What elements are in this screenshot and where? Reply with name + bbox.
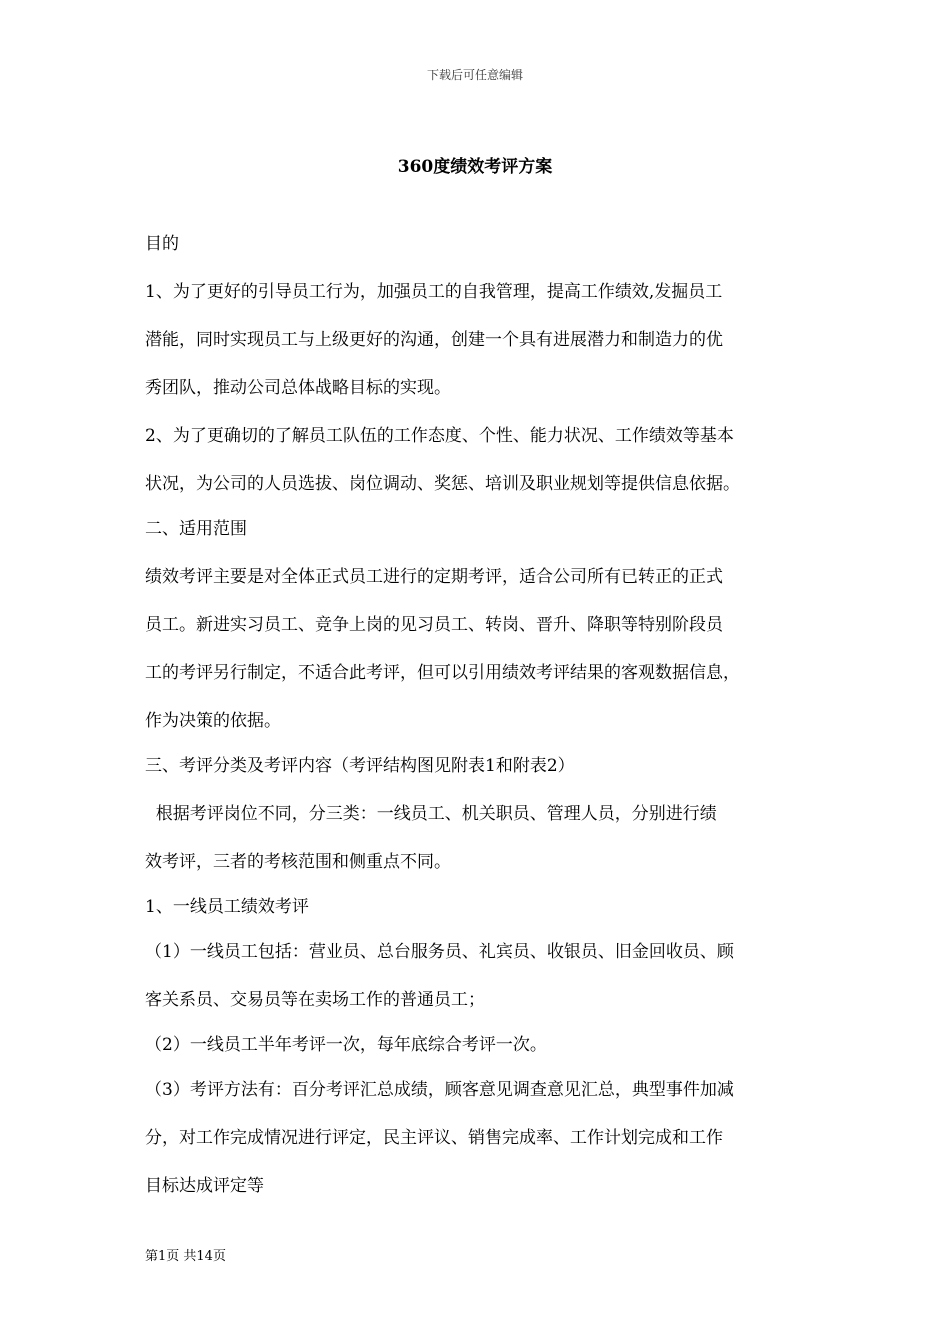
paragraph-line: 分，对工作完成情况进行评定，民主评议、销售完成率、工作计划完成和工作	[145, 1128, 723, 1148]
document-body	[145, 226, 825, 1216]
page-number: 第1页 共14页	[145, 1249, 226, 1264]
section-heading-scope: 二、适用范围	[145, 519, 247, 539]
paragraph-line: 秀团队，推动公司总体战略目标的实现。	[145, 378, 451, 398]
paragraph-line: 目标达成评定等	[145, 1176, 264, 1196]
paragraph-line: （1）一线员工包括：营业员、总台服务员、礼宾员、收银员、旧金回收员、顾	[145, 942, 734, 962]
paragraph-line: 效考评，三者的考核范围和侧重点不同。	[145, 852, 451, 872]
paragraph-line: 工的考评另行制定，不适合此考评，但可以引用绩效考评结果的客观数据信息，	[145, 663, 740, 683]
paragraph-line: （3）考评方法有：百分考评汇总成绩，顾客意见调查意见汇总，典型事件加减	[145, 1080, 734, 1100]
paragraph-line: 2、为了更确切的了解员工队伍的工作态度、个性、能力状况、工作绩效等基本	[145, 426, 734, 446]
paragraph-line: 客关系员、交易员等在卖场工作的普通员工；	[145, 990, 485, 1010]
paragraph-line: 状况，为公司的人员选拔、岗位调动、奖惩、培训及职业规划等提供信息依据。	[145, 474, 740, 494]
paragraph-line: 绩效考评主要是对全体正式员工进行的定期考评，适合公司所有已转正的正式	[145, 567, 723, 587]
paragraph-line: 潜能，同时实现员工与上级更好的沟通，创建一个具有进展潜力和制造力的优	[145, 330, 723, 350]
paragraph-line: 根据考评岗位不同，分三类：一线员工、机关职员、管理人员，分别进行绩	[145, 804, 717, 824]
paragraph-line: 1、为了更好的引导员工行为，加强员工的自我管理，提高工作绩效,发掘员工	[145, 282, 723, 302]
document-title: 360度绩效考评方案	[397, 157, 553, 177]
page-header: 下载后可任意编辑	[426, 68, 523, 82]
section-heading-classification: 三、考评分类及考评内容（考评结构图见附表1和附表2）	[145, 756, 575, 776]
paragraph-line: （2）一线员工半年考评一次，每年底综合考评一次。	[145, 1035, 547, 1055]
subsection-heading-frontline: 1、一线员工绩效考评	[145, 897, 309, 917]
paragraph-line: 作为决策的依据。	[145, 711, 281, 731]
paragraph-line: 员工。新进实习员工、竞争上岗的见习员工、转岗、晋升、降职等特别阶段员	[145, 615, 723, 635]
section-heading-purpose: 目的	[145, 234, 179, 254]
